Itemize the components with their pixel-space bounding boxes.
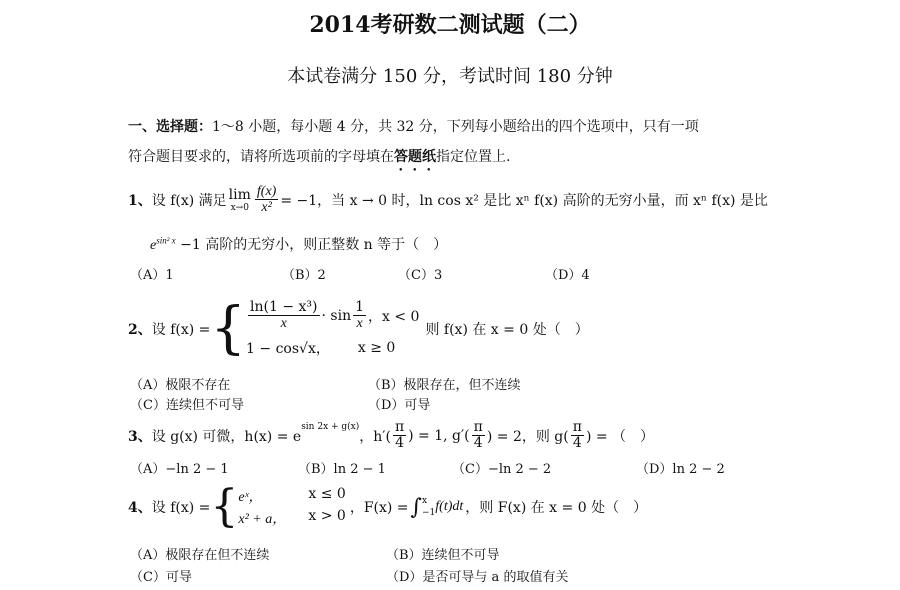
q2-cases	[246, 300, 419, 358]
q4-case2-expr: x² + a，	[238, 512, 287, 527]
q2-option-b: （B）极限存在，但不连续	[368, 378, 521, 393]
q1-option-c: （C）3	[398, 268, 443, 283]
section-intro-line2	[128, 146, 510, 174]
section-heading: 一、选择题：	[128, 119, 212, 135]
q4-option-c: （C）可导	[130, 570, 192, 585]
q3-frac-a	[393, 420, 406, 452]
q4-integral	[411, 495, 464, 520]
q3-frac-c	[571, 420, 584, 452]
q3-exp-sup: sin 2x + g(x)	[301, 422, 360, 432]
q1-text-1: 设 f(x) 满足	[151, 192, 227, 209]
q3-text-5: ) = （ ）	[585, 428, 655, 445]
section-text-b: 符合题目要求的，请将所选项前的字母填在	[128, 149, 394, 165]
q2-case2-expr: 1 − cos√x，	[246, 341, 330, 357]
q3-number: 3、	[128, 428, 152, 445]
q2-case-1	[246, 300, 419, 332]
q4-text-1: 设 f(x) =	[151, 500, 211, 516]
q1-line1	[128, 184, 768, 216]
q1-lim-word: lim	[228, 186, 251, 203]
q3-option-b: （B）ln 2 − 1	[298, 462, 386, 477]
q4-integral-sign: ∫	[410, 494, 423, 520]
section-intro-line1	[128, 116, 699, 136]
q3-option-d: （D）ln 2 − 2	[636, 462, 725, 477]
section-text-c: 指定位置上.	[436, 149, 511, 165]
q2-frac1-den: x	[280, 316, 287, 332]
section-text-a: 1～8 小题，每小题 4 分，共 32 分，下列每小题给出的四个选项中，只有一项	[212, 119, 699, 135]
q4-option-a: （A）极限存在但不连续	[130, 548, 270, 563]
q4-text-3: ，则 F(x) 在 x = 0 处（ ）	[465, 500, 648, 516]
q4-left-brace: {	[210, 481, 239, 532]
q1-line2	[150, 234, 447, 254]
q4-integrand: f(t)dt	[435, 499, 464, 514]
q4-case1-expr: eˣ，	[238, 490, 263, 505]
q1-frac-den: x²	[261, 200, 272, 216]
q2-sin: · sin	[321, 307, 352, 324]
q4-case-1	[238, 486, 345, 506]
q3-frac-b	[472, 420, 485, 452]
page-title: 2014考研数二测试题（二）	[309, 12, 591, 38]
q1-text-2: = −1，当 x → 0 时，ln cos x² 是比 xⁿ f(x) 高阶的无穷小量，而 xⁿ f(x) 是比	[280, 192, 768, 209]
q1-lim-sub: x→0	[230, 202, 249, 213]
q4-number: 4、	[128, 500, 152, 516]
q1-text-3: −1 高阶的无穷小，则正整数 n 等于（ ）	[180, 237, 448, 253]
q1-limit	[229, 187, 251, 213]
q2-frac2-den: x	[356, 316, 363, 332]
q1-number: 1、	[128, 192, 152, 209]
q3-option-c: （C）−ln 2 − 2	[452, 462, 552, 477]
q1-option-d: （D）4	[545, 268, 590, 283]
q1-option-b: （B）2	[282, 268, 326, 283]
q2-number: 2、	[128, 322, 152, 338]
q4-int-lower: −1	[422, 508, 436, 518]
q3-text-2: ，h′(	[359, 428, 391, 445]
q4-integral-limits	[422, 495, 435, 519]
q2-case-2	[246, 338, 419, 358]
q2-statement	[128, 296, 589, 361]
q4-option-b: （B）连续但不可导	[386, 548, 500, 563]
q2-text-2: 则 f(x) 在 x = 0 处（ ）	[425, 322, 589, 338]
q4-text-2: ，F(x) =	[349, 500, 409, 516]
q3-frac-c-den: 4	[572, 435, 582, 452]
q2-frac-1	[248, 300, 319, 332]
q2-option-d: （D）可导	[368, 398, 431, 413]
q4-statement	[128, 481, 648, 532]
q2-text-1: 设 f(x) =	[151, 322, 211, 338]
q3-frac-b-den: 4	[473, 435, 483, 452]
q1-frac-num: f(x)	[256, 184, 277, 199]
q2-left-brace: {	[210, 296, 247, 361]
q1-option-a: （A）1	[130, 268, 174, 283]
q3-frac-b-num: π	[473, 419, 483, 435]
q2-frac1-num: ln(1 − x³)	[250, 299, 318, 315]
q3-text-1: 设 g(x) 可微，h(x) = e	[151, 428, 302, 445]
q2-case1-cond: ，x < 0	[368, 308, 420, 325]
q1-exp-base: e	[150, 238, 157, 253]
q4-case2-cond: x > 0	[308, 508, 346, 524]
q3-frac-a-num: π	[394, 419, 405, 435]
q1-exp-sup: sin² x	[156, 235, 176, 246]
q4-cases	[238, 486, 345, 528]
q3-option-a: （A）−ln 2 − 1	[130, 462, 229, 477]
q2-frac2-num: 1	[355, 299, 365, 315]
q3-statement	[128, 420, 654, 452]
q2-frac-2	[353, 300, 366, 332]
q4-case1-cond: x ≤ 0	[308, 486, 346, 502]
q2-option-c: （C）连续但不可导	[130, 398, 244, 413]
q3-frac-a-den: 4	[395, 435, 404, 452]
q1-fraction	[255, 184, 278, 216]
q3-frac-c-num: π	[572, 419, 582, 435]
q3-text-3: ) = 1, g′(	[408, 427, 470, 444]
q3-text-4: ) = 2，则 g(	[486, 428, 569, 445]
answer-sheet-emphasis: 答题纸	[394, 149, 436, 165]
q4-case-2	[238, 508, 345, 528]
q4-option-d: （D）是否可导与 a 的取值有关	[386, 570, 569, 585]
q2-case2-cond: x ≥ 0	[357, 340, 396, 356]
page-subtitle: 本试卷满分 150 分，考试时间 180 分钟	[287, 66, 613, 87]
q4-int-upper: x	[422, 496, 428, 506]
q2-option-a: （A）极限不存在	[130, 378, 231, 393]
